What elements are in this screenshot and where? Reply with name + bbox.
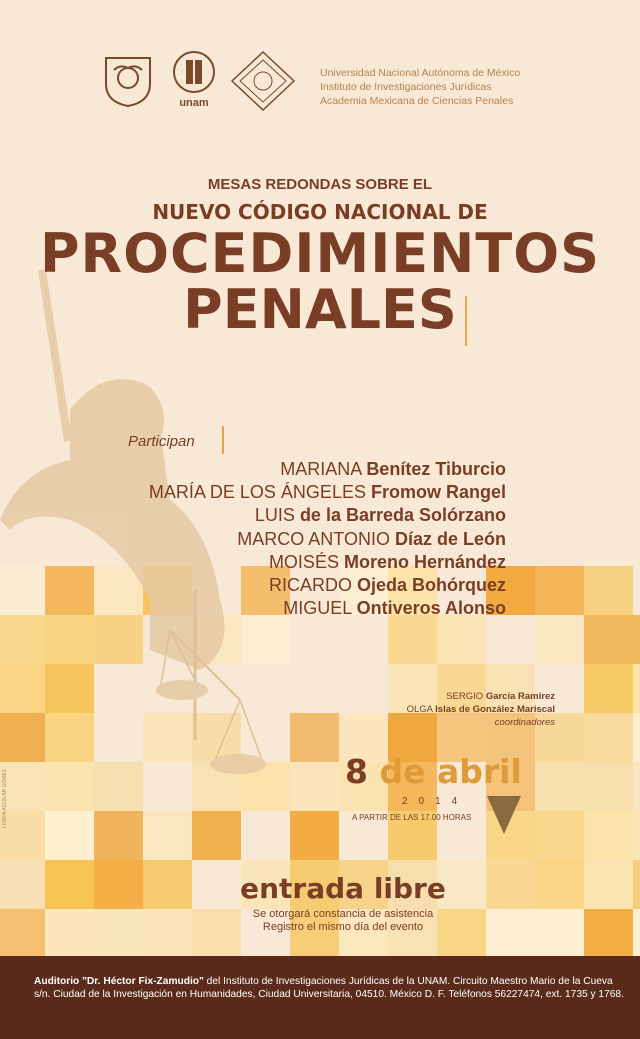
participant-row bbox=[149, 574, 506, 597]
heading-line2: NUEVO CÓDIGO NACIONAL DE bbox=[152, 200, 488, 224]
event-year: 2014 bbox=[402, 796, 469, 807]
institution-name: Academia Mexicana de Ciencias Penales bbox=[320, 95, 514, 107]
participant-row bbox=[149, 528, 506, 551]
coordinator-row bbox=[407, 703, 555, 716]
entrada-libre-title: entrada libre bbox=[240, 872, 446, 905]
entrada-line: Registro el mismo día del evento bbox=[262, 921, 424, 933]
amcp-logo bbox=[230, 50, 296, 112]
participant-last-name: Ojeda Bohórquez bbox=[356, 575, 506, 596]
participant-last-name: Benítez Tiburcio bbox=[366, 459, 506, 479]
venue-name: Auditorio "Dr. Héctor Fix-Zamudio" bbox=[34, 976, 204, 987]
participant-first-name: MOISÉS bbox=[268, 551, 339, 572]
heading-line4: PENALES bbox=[183, 278, 457, 341]
venue-address: del Instituto de Investigaciones Jurídicas de la UNAM. Circuito Maestro Mario de la Cueva s/n. Ciudad de la Investigación en Humanidades, Ciudad Universitaria, 04510. México D. F. Teléfonos 56227474, ext. 1735 y 1768. bbox=[34, 976, 624, 1000]
coordinators-block bbox=[407, 690, 555, 729]
mosaic-tile bbox=[290, 811, 339, 860]
participant-last-name: de la Barreda Solórzano bbox=[299, 505, 506, 526]
heading-line1: MESAS REDONDAS SOBRE EL bbox=[207, 176, 433, 193]
coordinator-row bbox=[407, 690, 555, 703]
accent-line bbox=[222, 426, 224, 454]
iij-logo bbox=[168, 50, 220, 110]
participant-row bbox=[149, 551, 506, 574]
mosaic-tile bbox=[437, 615, 486, 664]
mosaic-tile bbox=[535, 566, 584, 615]
participant-row bbox=[149, 597, 506, 620]
mosaic-tile bbox=[535, 811, 584, 860]
participant-first-name: MARCO ANTONIO bbox=[237, 528, 390, 549]
mosaic-tile bbox=[633, 664, 640, 713]
participants-list bbox=[149, 458, 506, 620]
institution-name: Instituto de Investigaciones Jurídicas bbox=[320, 81, 492, 93]
coordinator-first-name: SERGIO bbox=[446, 691, 484, 702]
unam-escudo-logo bbox=[100, 50, 156, 108]
participant-first-name: MIGUEL bbox=[283, 598, 352, 619]
event-day: 8 bbox=[345, 752, 368, 791]
mosaic-tile bbox=[45, 811, 94, 860]
entrada-details bbox=[0, 908, 640, 934]
mosaic-tile bbox=[633, 713, 640, 762]
accent-line bbox=[465, 296, 467, 346]
event-time: A PARTIR DE LAS 17.00 HORAS bbox=[352, 813, 472, 822]
entrada-line: Se otorgará constancia de asistencia bbox=[252, 908, 434, 920]
participant-last-name: Fromow Rangel bbox=[370, 482, 506, 503]
coordinators-label: coordinadores bbox=[494, 717, 555, 728]
participant-row bbox=[149, 458, 506, 481]
mosaic-tile bbox=[584, 811, 633, 860]
mosaic-tile bbox=[535, 762, 584, 811]
unam-label: unam bbox=[179, 97, 209, 109]
heading-line3: PROCEDIMIENTOS bbox=[39, 222, 601, 285]
mosaic-tile bbox=[584, 615, 633, 664]
mosaic-tile bbox=[584, 713, 633, 762]
mosaic-tile bbox=[584, 664, 633, 713]
participant-row bbox=[149, 481, 506, 504]
participan-label: Participan bbox=[128, 433, 195, 450]
mosaic-tile bbox=[584, 762, 633, 811]
mosaic-tile bbox=[143, 811, 192, 860]
mosaic-tile bbox=[192, 811, 241, 860]
participant-last-name: Díaz de León bbox=[394, 528, 506, 549]
event-date bbox=[345, 752, 522, 791]
mosaic-tile bbox=[584, 566, 633, 615]
participant-first-name: MARIANA bbox=[280, 459, 362, 479]
designer-credit: LORFA AGUILAR GÓMEZ bbox=[2, 769, 8, 828]
participant-last-name: Ontiveros Alonso bbox=[356, 598, 506, 619]
coordinator-first-name: OLGA bbox=[406, 704, 433, 715]
coordinator-last-name: García Ramírez bbox=[485, 691, 555, 702]
institutions-block bbox=[320, 66, 620, 108]
mosaic-tile bbox=[94, 811, 143, 860]
participant-row bbox=[149, 504, 506, 527]
coordinator-last-name: Islas de González Mariscal bbox=[435, 704, 555, 715]
mosaic-tile bbox=[535, 615, 584, 664]
participant-first-name: LUIS bbox=[254, 505, 295, 526]
participant-last-name: Moreno Hernández bbox=[343, 551, 506, 572]
mosaic-tile bbox=[633, 811, 640, 860]
institution-name: Universidad Nacional Autónoma de México bbox=[320, 67, 521, 79]
mosaic-tile bbox=[633, 615, 640, 664]
mosaic-tile bbox=[633, 762, 640, 811]
participant-first-name: MARÍA DE LOS ÁNGELES bbox=[148, 482, 366, 503]
footer-address bbox=[34, 976, 624, 1001]
participant-first-name: RICARDO bbox=[268, 575, 352, 596]
event-month: de abril bbox=[379, 752, 522, 791]
triangle-marker-icon bbox=[487, 796, 521, 834]
mosaic-tile bbox=[388, 615, 437, 664]
